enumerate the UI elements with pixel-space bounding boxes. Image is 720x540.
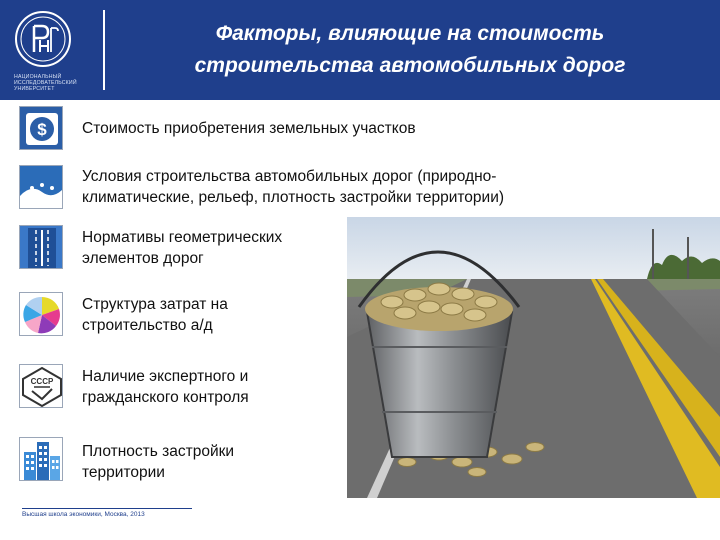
pie-chart-icon: [20, 293, 63, 336]
footer-text: Высшая школа экономики, Москва, 2013: [22, 511, 145, 518]
factor-line: Стоимость приобретения земельных участков: [82, 120, 416, 137]
header-divider: [103, 10, 105, 90]
factor-text-geometry: [82, 227, 282, 269]
factor-text-land-cost: [82, 118, 416, 139]
factor-line: Нормативы геометрических: [82, 229, 283, 246]
factor-line: Структура затрат на: [82, 296, 228, 313]
factor-text-cost-structure: [82, 294, 228, 336]
title-line-1: Факторы, влияющие на стоимость: [215, 22, 605, 45]
factor-line: элементов дорог: [82, 250, 204, 267]
stamp-text: СССР: [30, 377, 54, 386]
page-title: [120, 18, 700, 82]
hse-logo: [0, 0, 103, 100]
factor-line: Условия строительства автомобильных дорог (природно-: [82, 168, 497, 185]
hse-emblem-icon: [14, 10, 72, 68]
road-lanes-icon: [20, 226, 63, 269]
svg-text:$: $: [37, 120, 47, 139]
factor-icon-cost-structure: [19, 292, 63, 336]
factor-line: климатические, рельеф, плотность застройки территории): [82, 189, 505, 206]
control-stamp-icon: [20, 365, 63, 408]
factor-icon-density: [19, 437, 63, 481]
factor-icon-control: [19, 364, 63, 408]
road-coins-photo: [347, 217, 720, 498]
factor-text-control: [82, 366, 249, 408]
factor-line: гражданского контроля: [82, 389, 249, 406]
factor-line: территории: [82, 464, 165, 481]
factor-text-density: [82, 441, 234, 483]
factor-icon-geometry: [19, 225, 63, 269]
footer-divider: [22, 508, 192, 509]
buildings-icon: [20, 438, 63, 481]
factor-line: Наличие экспертного и: [82, 368, 249, 385]
factor-line: Плотность застройки: [82, 443, 235, 460]
logo-caption: НАЦИОНАЛЬНЫЙ ИССЛЕДОВАТЕЛЬСКИЙ УНИВЕРСИТЕТ: [14, 74, 77, 92]
header-bar: [0, 0, 720, 100]
factor-text-conditions: [82, 166, 504, 208]
factor-line: строительство а/д: [82, 317, 213, 334]
dollar-coin-icon: [20, 107, 63, 150]
title-line-2: строительства автомобильных дорог: [194, 54, 626, 77]
landscape-icon: [20, 166, 63, 209]
factor-icon-conditions: [19, 165, 63, 209]
factor-icon-land-cost: [19, 106, 63, 150]
